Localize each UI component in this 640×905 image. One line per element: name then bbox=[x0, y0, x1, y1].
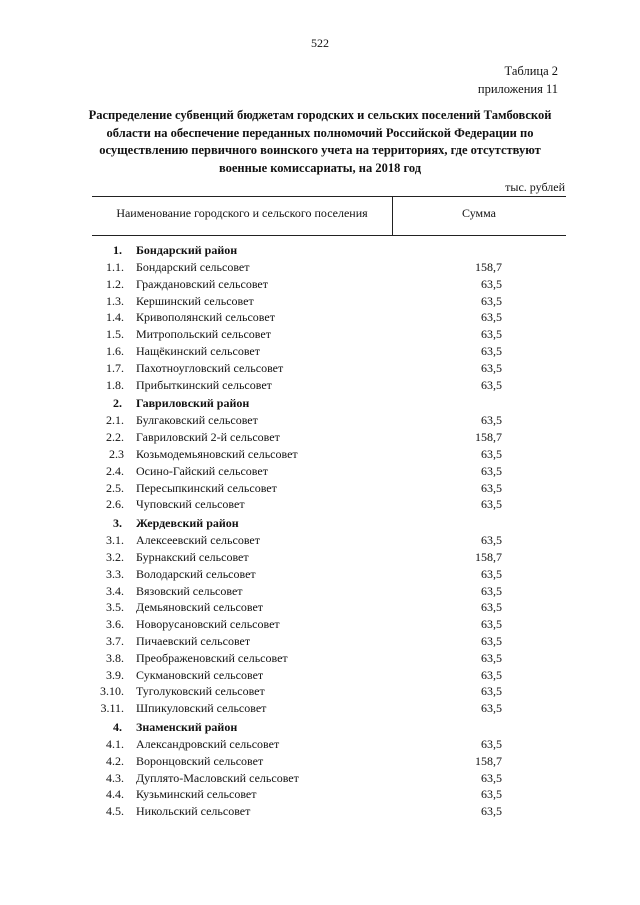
table-reference-line2: приложения 11 bbox=[477, 82, 558, 96]
row-number: 1.6. bbox=[106, 343, 124, 358]
row-sum: 63,5 bbox=[481, 377, 502, 392]
settlement-name: Митропольский сельсовет bbox=[136, 327, 271, 342]
row-number: 2.4. bbox=[106, 463, 124, 478]
section-number: 1. bbox=[113, 243, 122, 257]
table-row bbox=[0, 429, 640, 446]
settlement-name: Бондарский сельсовет bbox=[136, 260, 250, 274]
table-row bbox=[0, 633, 640, 650]
row-sum: 63,5 bbox=[481, 787, 502, 802]
row-sum: 63,5 bbox=[481, 463, 502, 478]
row-number: 4.5. bbox=[106, 804, 124, 819]
table-row bbox=[0, 360, 640, 377]
row-sum: 63,5 bbox=[481, 617, 502, 632]
row-sum: 63,5 bbox=[481, 736, 502, 751]
row-sum: 63,5 bbox=[481, 480, 502, 495]
row-number: 3.10. bbox=[100, 684, 124, 699]
section-number: 2. bbox=[113, 396, 122, 411]
table-reference-line1: Таблица 2 bbox=[504, 64, 558, 78]
table-reference bbox=[458, 62, 558, 98]
row-sum: 63,5 bbox=[481, 446, 502, 461]
row-number: 2.3 bbox=[109, 446, 124, 461]
settlement-name: Никольский сельсовет bbox=[136, 804, 251, 819]
row-sum: 63,5 bbox=[481, 770, 502, 785]
row-number: 2.1. bbox=[106, 413, 124, 428]
row-number: 2.5. bbox=[106, 480, 124, 495]
settlement-name: Кершинский сельсовет bbox=[136, 293, 254, 308]
row-sum: 63,5 bbox=[481, 310, 502, 325]
table-row bbox=[0, 309, 640, 326]
table-row bbox=[0, 293, 640, 310]
settlement-name: Воронцовский сельсовет bbox=[136, 753, 264, 768]
settlement-name: Чуповский сельсовет bbox=[136, 497, 245, 512]
row-sum: 63,5 bbox=[481, 667, 502, 682]
row-number: 3.2. bbox=[106, 549, 124, 564]
row-sum: 63,5 bbox=[481, 343, 502, 358]
row-number: 3.4. bbox=[106, 583, 124, 598]
settlement-name: Булгаковский сельсовет bbox=[136, 413, 258, 428]
table-row bbox=[0, 343, 640, 360]
row-sum: 63,5 bbox=[481, 497, 502, 512]
row-sum: 63,5 bbox=[481, 293, 502, 308]
row-number: 4.2. bbox=[106, 753, 124, 768]
settlement-name: Кузьминский сельсовет bbox=[136, 787, 257, 802]
settlement-name: Пересыпкинский сельсовет bbox=[136, 480, 277, 495]
settlement-name: Пахотноугловский сельсовет bbox=[136, 360, 284, 375]
table-row bbox=[0, 259, 640, 276]
table-row bbox=[0, 276, 640, 293]
settlement-name: Демьяновский сельсовет bbox=[136, 600, 264, 615]
row-number: 1.7. bbox=[106, 360, 124, 375]
settlement-name: Александровский сельсовет bbox=[136, 736, 280, 751]
row-number: 1.8. bbox=[106, 377, 124, 392]
settlement-name: Бурнакский сельсовет bbox=[136, 549, 249, 564]
row-number: 3.8. bbox=[106, 650, 124, 665]
table-row bbox=[0, 583, 640, 600]
table-row bbox=[0, 650, 640, 667]
row-sum: 63,5 bbox=[481, 413, 502, 428]
settlement-name: Новорусановский сельсовет bbox=[136, 617, 280, 632]
table-row bbox=[0, 770, 640, 787]
settlement-name: Вязовский сельсовет bbox=[136, 583, 243, 598]
row-number: 4.3. bbox=[106, 770, 124, 785]
table-header-bottom-border bbox=[92, 235, 566, 236]
row-number: 3.3. bbox=[106, 566, 124, 581]
row-number: 3.9. bbox=[106, 667, 124, 682]
row-sum: 63,5 bbox=[481, 650, 502, 665]
settlement-name: Алексеевский сельсовет bbox=[136, 533, 260, 548]
settlement-name: Володарский сельсовет bbox=[136, 566, 256, 581]
table-row bbox=[0, 683, 640, 700]
table-body bbox=[0, 240, 640, 820]
page-number: 522 bbox=[311, 36, 329, 50]
row-sum: 63,5 bbox=[481, 276, 502, 291]
settlement-name: Туголуковский сельсовет bbox=[136, 684, 265, 699]
row-number: 3.11. bbox=[100, 701, 124, 716]
row-sum: 158,7 bbox=[475, 430, 502, 445]
table-row bbox=[0, 667, 640, 684]
settlement-name: Козьмодемьяновский сельсовет bbox=[136, 446, 298, 461]
row-sum: 158,7 bbox=[475, 260, 502, 274]
row-number: 3.1. bbox=[106, 533, 124, 548]
table-row bbox=[0, 566, 640, 583]
row-sum: 63,5 bbox=[481, 327, 502, 342]
row-sum: 63,5 bbox=[481, 600, 502, 615]
row-sum: 63,5 bbox=[481, 583, 502, 598]
section-name: Гавриловский район bbox=[136, 396, 250, 411]
row-sum: 158,7 bbox=[475, 753, 502, 768]
table-row bbox=[0, 803, 640, 820]
units-label: тыс. рублей bbox=[505, 180, 565, 194]
row-number: 3.6. bbox=[106, 617, 124, 632]
table-row bbox=[0, 549, 640, 566]
row-sum: 63,5 bbox=[481, 633, 502, 648]
section-name: Знаменский район bbox=[136, 719, 238, 734]
row-number: 2.6. bbox=[106, 497, 124, 512]
row-sum: 63,5 bbox=[481, 533, 502, 548]
section-number: 3. bbox=[113, 516, 122, 531]
row-number: 4.1. bbox=[106, 736, 124, 751]
row-sum: 158,7 bbox=[475, 549, 502, 564]
row-number: 4.4. bbox=[106, 787, 124, 802]
table-row bbox=[0, 599, 640, 616]
row-sum: 63,5 bbox=[481, 701, 502, 716]
settlement-name: Дуплято-Масловский сельсовет bbox=[136, 770, 299, 785]
row-number: 1.2. bbox=[106, 276, 124, 291]
settlement-name: Гавриловский 2-й сельсовет bbox=[136, 430, 280, 445]
table-row bbox=[0, 496, 640, 513]
table-row bbox=[0, 412, 640, 429]
table-row bbox=[0, 326, 640, 343]
table-row bbox=[0, 736, 640, 753]
section-row bbox=[0, 718, 640, 736]
row-number: 2.2. bbox=[106, 430, 124, 445]
row-sum: 63,5 bbox=[481, 804, 502, 819]
table-row bbox=[0, 616, 640, 633]
settlement-name: Граждановский сельсовет bbox=[136, 276, 268, 291]
section-name: Жердевский район bbox=[136, 516, 239, 531]
settlement-name: Прибыткинский сельсовет bbox=[136, 377, 272, 392]
row-number: 1.5. bbox=[106, 327, 124, 342]
row-number: 3.7. bbox=[106, 633, 124, 648]
settlement-name: Сукмановский сельсовет bbox=[136, 667, 264, 682]
settlement-name: Пичаевский сельсовет bbox=[136, 633, 251, 648]
section-row bbox=[0, 514, 640, 532]
table-row bbox=[0, 753, 640, 770]
column-header-sum: Сумма bbox=[462, 206, 496, 220]
section-row bbox=[0, 394, 640, 412]
settlement-name: Кривополянский сельсовет bbox=[136, 310, 275, 325]
row-number: 1.4. bbox=[106, 310, 124, 325]
section-name: Бондарский район bbox=[136, 243, 238, 257]
row-number: 1.1. bbox=[106, 260, 124, 274]
row-sum: 63,5 bbox=[481, 684, 502, 699]
row-sum: 63,5 bbox=[481, 566, 502, 581]
table-row bbox=[0, 480, 640, 497]
column-header-name: Наименование городского и сельского поселения bbox=[116, 206, 368, 220]
table-row bbox=[0, 532, 640, 549]
row-number: 1.3. bbox=[106, 293, 124, 308]
section-number: 4. bbox=[113, 719, 122, 734]
table-row bbox=[0, 446, 640, 463]
table-row bbox=[0, 700, 640, 717]
document-title: Распределение субвенций бюджетам городских и сельских поселений Тамбовской области на обеспечение переданных полномочий Российской Федерации по осуществлению первичного воинского учета на территориях, где отсутствуют военные комиссариаты, на 2018 год bbox=[88, 108, 552, 175]
table-row bbox=[0, 377, 640, 394]
table-top-border bbox=[92, 196, 566, 197]
row-sum: 63,5 bbox=[481, 360, 502, 375]
section-row bbox=[0, 241, 640, 259]
row-number: 3.5. bbox=[106, 600, 124, 615]
table-row bbox=[0, 463, 640, 480]
settlement-name: Шпикуловский сельсовет bbox=[136, 701, 267, 716]
table-row bbox=[0, 786, 640, 803]
settlement-name: Осино-Гайский сельсовет bbox=[136, 463, 268, 478]
settlement-name: Нащёкинский сельсовет bbox=[136, 343, 260, 358]
settlement-name: Преображеновский сельсовет bbox=[136, 650, 288, 665]
